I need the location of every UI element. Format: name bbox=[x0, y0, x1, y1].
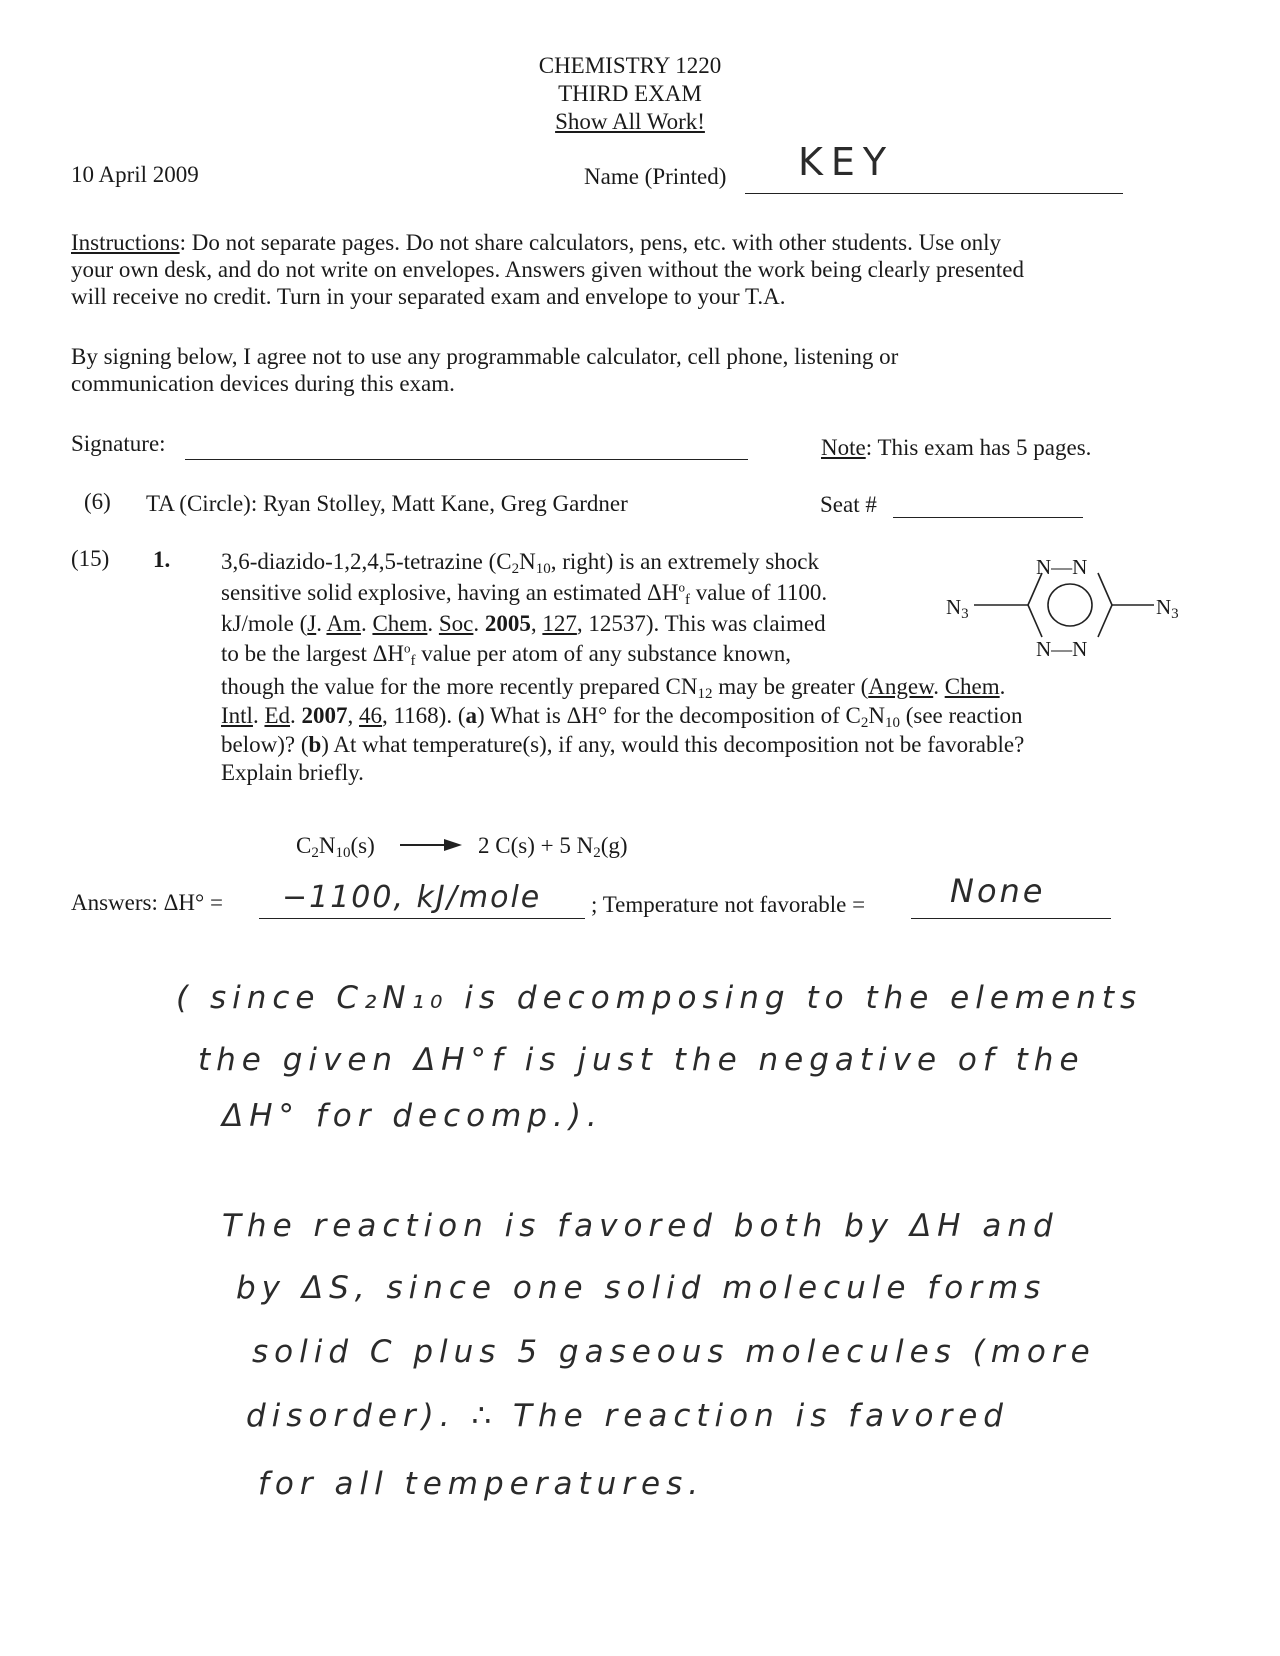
q1-l5-end: . bbox=[999, 674, 1006, 699]
work-p1-line-2: the given ΔH°f is just the negative of the bbox=[198, 1042, 1085, 1078]
reaction-reactant bbox=[296, 832, 375, 860]
note-pages: : This exam has 5 pages. bbox=[865, 435, 1092, 460]
name-line bbox=[745, 193, 1123, 194]
q1-l3-dot2: . bbox=[360, 611, 373, 636]
q1-l6c: ) What is ΔH° for the decomposition of C bbox=[476, 703, 861, 728]
q1-l1-sub2: 10 bbox=[535, 561, 551, 577]
q1-l3-end: , 12537). This was claimed bbox=[576, 611, 826, 636]
q1-line-3 bbox=[221, 610, 826, 638]
structure-bottom-nn: N—N bbox=[1036, 637, 1088, 661]
q1-l5a: though the value for the more recently prepared CN bbox=[221, 674, 698, 699]
answers-label: Answers: ΔH° = bbox=[71, 890, 223, 915]
dh-answer-handwritten: −1100, kJ/mole bbox=[282, 880, 542, 915]
q1-l5-sub: 12 bbox=[697, 686, 713, 702]
hf-sub: f bbox=[684, 592, 690, 608]
q1-l1c: , right) is an extremely shock bbox=[550, 549, 819, 574]
q1-l6b: , 1168). ( bbox=[382, 703, 466, 728]
structure-top-nn: N—N bbox=[1036, 555, 1088, 579]
q1-l4a: to be the largest ΔH bbox=[221, 641, 404, 666]
structure-right-azide bbox=[1156, 593, 1179, 621]
note-text bbox=[821, 434, 1091, 462]
products-sub: 2 bbox=[593, 845, 601, 861]
q1-l1b: N bbox=[519, 549, 536, 574]
citation-volume: 127 bbox=[542, 611, 577, 636]
q1-l3-comma: , bbox=[530, 611, 543, 636]
q1-l2a: sensitive solid explosive, having an estimated ΔH bbox=[221, 580, 679, 605]
hf-sub-2: f bbox=[410, 653, 416, 669]
instructions-text-1: : Do not separate pages. Do not share calculators, pens, etc. with other students. Use only bbox=[179, 230, 1002, 255]
journal-j: J bbox=[307, 611, 317, 636]
work-p2-line-5: for all temperatures. bbox=[258, 1466, 705, 1502]
journal-intl: Intl bbox=[221, 703, 253, 728]
journal-am: Am bbox=[326, 611, 361, 636]
right-azide-n: N bbox=[1156, 595, 1172, 619]
q1-line-8: Explain briefly. bbox=[221, 760, 364, 785]
agreement-line-2: communication devices during this exam. bbox=[71, 371, 455, 396]
instructions-line-2: your own desk, and do not write on envelopes. Answers given without the work being clearly presented bbox=[71, 257, 1025, 282]
seat-label: Seat # bbox=[820, 492, 877, 517]
name-label: Name (Printed) bbox=[584, 164, 727, 189]
temp-label: ; Temperature not favorable = bbox=[591, 892, 866, 917]
work-p2-line-3: solid C plus 5 gaseous molecules (more bbox=[252, 1334, 1096, 1370]
temp-answer-line[interactable] bbox=[911, 918, 1111, 919]
instructions-label: Instructions bbox=[71, 230, 180, 255]
ta-circle-line: TA (Circle): Ryan Stolley, Matt Kane, Greg Gardner bbox=[146, 491, 628, 516]
work-p1-line-1: ( since C₂N₁₀ is decomposing to the elements bbox=[176, 980, 1143, 1016]
course-title: CHEMISTRY 1220 bbox=[538, 53, 722, 78]
q1-l6-dot2: . bbox=[290, 703, 302, 728]
q1-number: 1. bbox=[153, 547, 171, 572]
ta-points: (6) bbox=[84, 489, 111, 514]
q1-l6d: N bbox=[868, 703, 885, 728]
citation-2-year: 2007 bbox=[301, 703, 348, 728]
q1-l6-dot1: . bbox=[252, 703, 265, 728]
agreement-line-1: By signing below, I agree not to use any programmable calculator, cell phone, listening or bbox=[71, 344, 899, 369]
part-a-letter: a bbox=[465, 703, 477, 728]
temp-answer-handwritten: None bbox=[950, 872, 1046, 910]
instructions-line-3: will receive no credit. Turn in your separated exam and envelope to your T.A. bbox=[71, 284, 786, 309]
work-p2-line-2: by ΔS, since one solid molecule forms bbox=[236, 1270, 1047, 1306]
tetrazine-structure bbox=[946, 553, 1186, 663]
q1-l6-sub2: 10 bbox=[884, 715, 900, 731]
signature-line[interactable] bbox=[185, 459, 748, 460]
journal-angew-chem: Chem bbox=[944, 674, 1000, 699]
exam-title: THIRD EXAM bbox=[558, 81, 702, 106]
q1-l3a: kJ/mole ( bbox=[221, 611, 308, 636]
dh-answer-line[interactable] bbox=[259, 918, 585, 919]
instructions-line-1 bbox=[71, 229, 1001, 257]
q1-l6-comma: , bbox=[347, 703, 360, 728]
products-state: (g) bbox=[600, 833, 628, 858]
work-p1-line-3: ΔH° for decomp.). bbox=[222, 1098, 603, 1134]
right-azide-sub: 3 bbox=[1171, 606, 1179, 622]
q1-line-2 bbox=[221, 579, 827, 607]
reactant-c: C bbox=[296, 833, 312, 858]
q1-l3-dot1: . bbox=[316, 611, 327, 636]
journal-ed: Ed bbox=[264, 703, 291, 728]
structure-left-azide bbox=[946, 593, 969, 621]
q1-l3-dot4: . bbox=[473, 611, 485, 636]
citation-2-volume: 46 bbox=[359, 703, 383, 728]
q1-line-4 bbox=[221, 640, 791, 668]
q1-l5-dot: . bbox=[933, 674, 945, 699]
q1-points: (15) bbox=[71, 546, 110, 571]
hf-sup: o bbox=[678, 579, 685, 595]
q1-line-7 bbox=[221, 731, 1024, 759]
q1-line-1 bbox=[221, 548, 819, 576]
citation-year: 2005 bbox=[484, 611, 531, 636]
reactant-n: N bbox=[318, 833, 336, 858]
show-all-work-heading: Show All Work! bbox=[555, 109, 705, 134]
left-azide-sub: 3 bbox=[961, 606, 969, 622]
name-handwritten-key: KEY bbox=[798, 140, 895, 184]
q1-l3-dot3: . bbox=[427, 611, 439, 636]
part-b-letter: b bbox=[308, 732, 322, 757]
q1-l6-sub1: 2 bbox=[860, 715, 869, 731]
reaction-products bbox=[478, 832, 628, 860]
hf-symbol bbox=[678, 579, 690, 607]
exam-date: 10 April 2009 bbox=[71, 162, 199, 187]
q1-l7a: below)? ( bbox=[221, 732, 309, 757]
hf-sup-2: o bbox=[404, 640, 411, 656]
reactant-state: (s) bbox=[350, 833, 375, 858]
q1-l2b: value of 1100. bbox=[689, 580, 828, 605]
work-p2-line-1: The reaction is favored both by ΔH and bbox=[222, 1208, 1059, 1244]
work-p2-line-4: disorder). ∴ The reaction is favored bbox=[246, 1398, 1009, 1434]
q1-l7b: ) At what temperature(s), if any, would this decomposition not be favorable? bbox=[321, 732, 1025, 757]
journal-soc: Soc bbox=[438, 611, 474, 636]
reactant-sub1: 2 bbox=[311, 845, 319, 861]
q1-l1-sub1: 2 bbox=[511, 561, 520, 577]
q1-l6e: (see reaction bbox=[899, 703, 1023, 728]
journal-angew: Angew bbox=[868, 674, 934, 699]
seat-line[interactable] bbox=[893, 517, 1083, 518]
journal-chem: Chem bbox=[372, 611, 428, 636]
left-azide-n: N bbox=[946, 595, 962, 619]
q1-l5b: may be greater ( bbox=[712, 674, 869, 699]
q1-l4b: value per atom of any substance known, bbox=[415, 641, 792, 666]
reactant-sub2: 10 bbox=[335, 845, 351, 861]
note-label: Note bbox=[821, 435, 866, 460]
products-text: 2 C(s) + 5 N bbox=[478, 833, 594, 858]
reaction-arrow-icon bbox=[398, 836, 464, 854]
hf-symbol-2 bbox=[404, 640, 416, 668]
q1-line-6 bbox=[221, 702, 1023, 730]
q1-line-5 bbox=[221, 673, 1005, 701]
signature-label: Signature: bbox=[71, 431, 166, 456]
q1-l1a: 3,6-diazido-1,2,4,5-tetrazine (C bbox=[221, 549, 512, 574]
